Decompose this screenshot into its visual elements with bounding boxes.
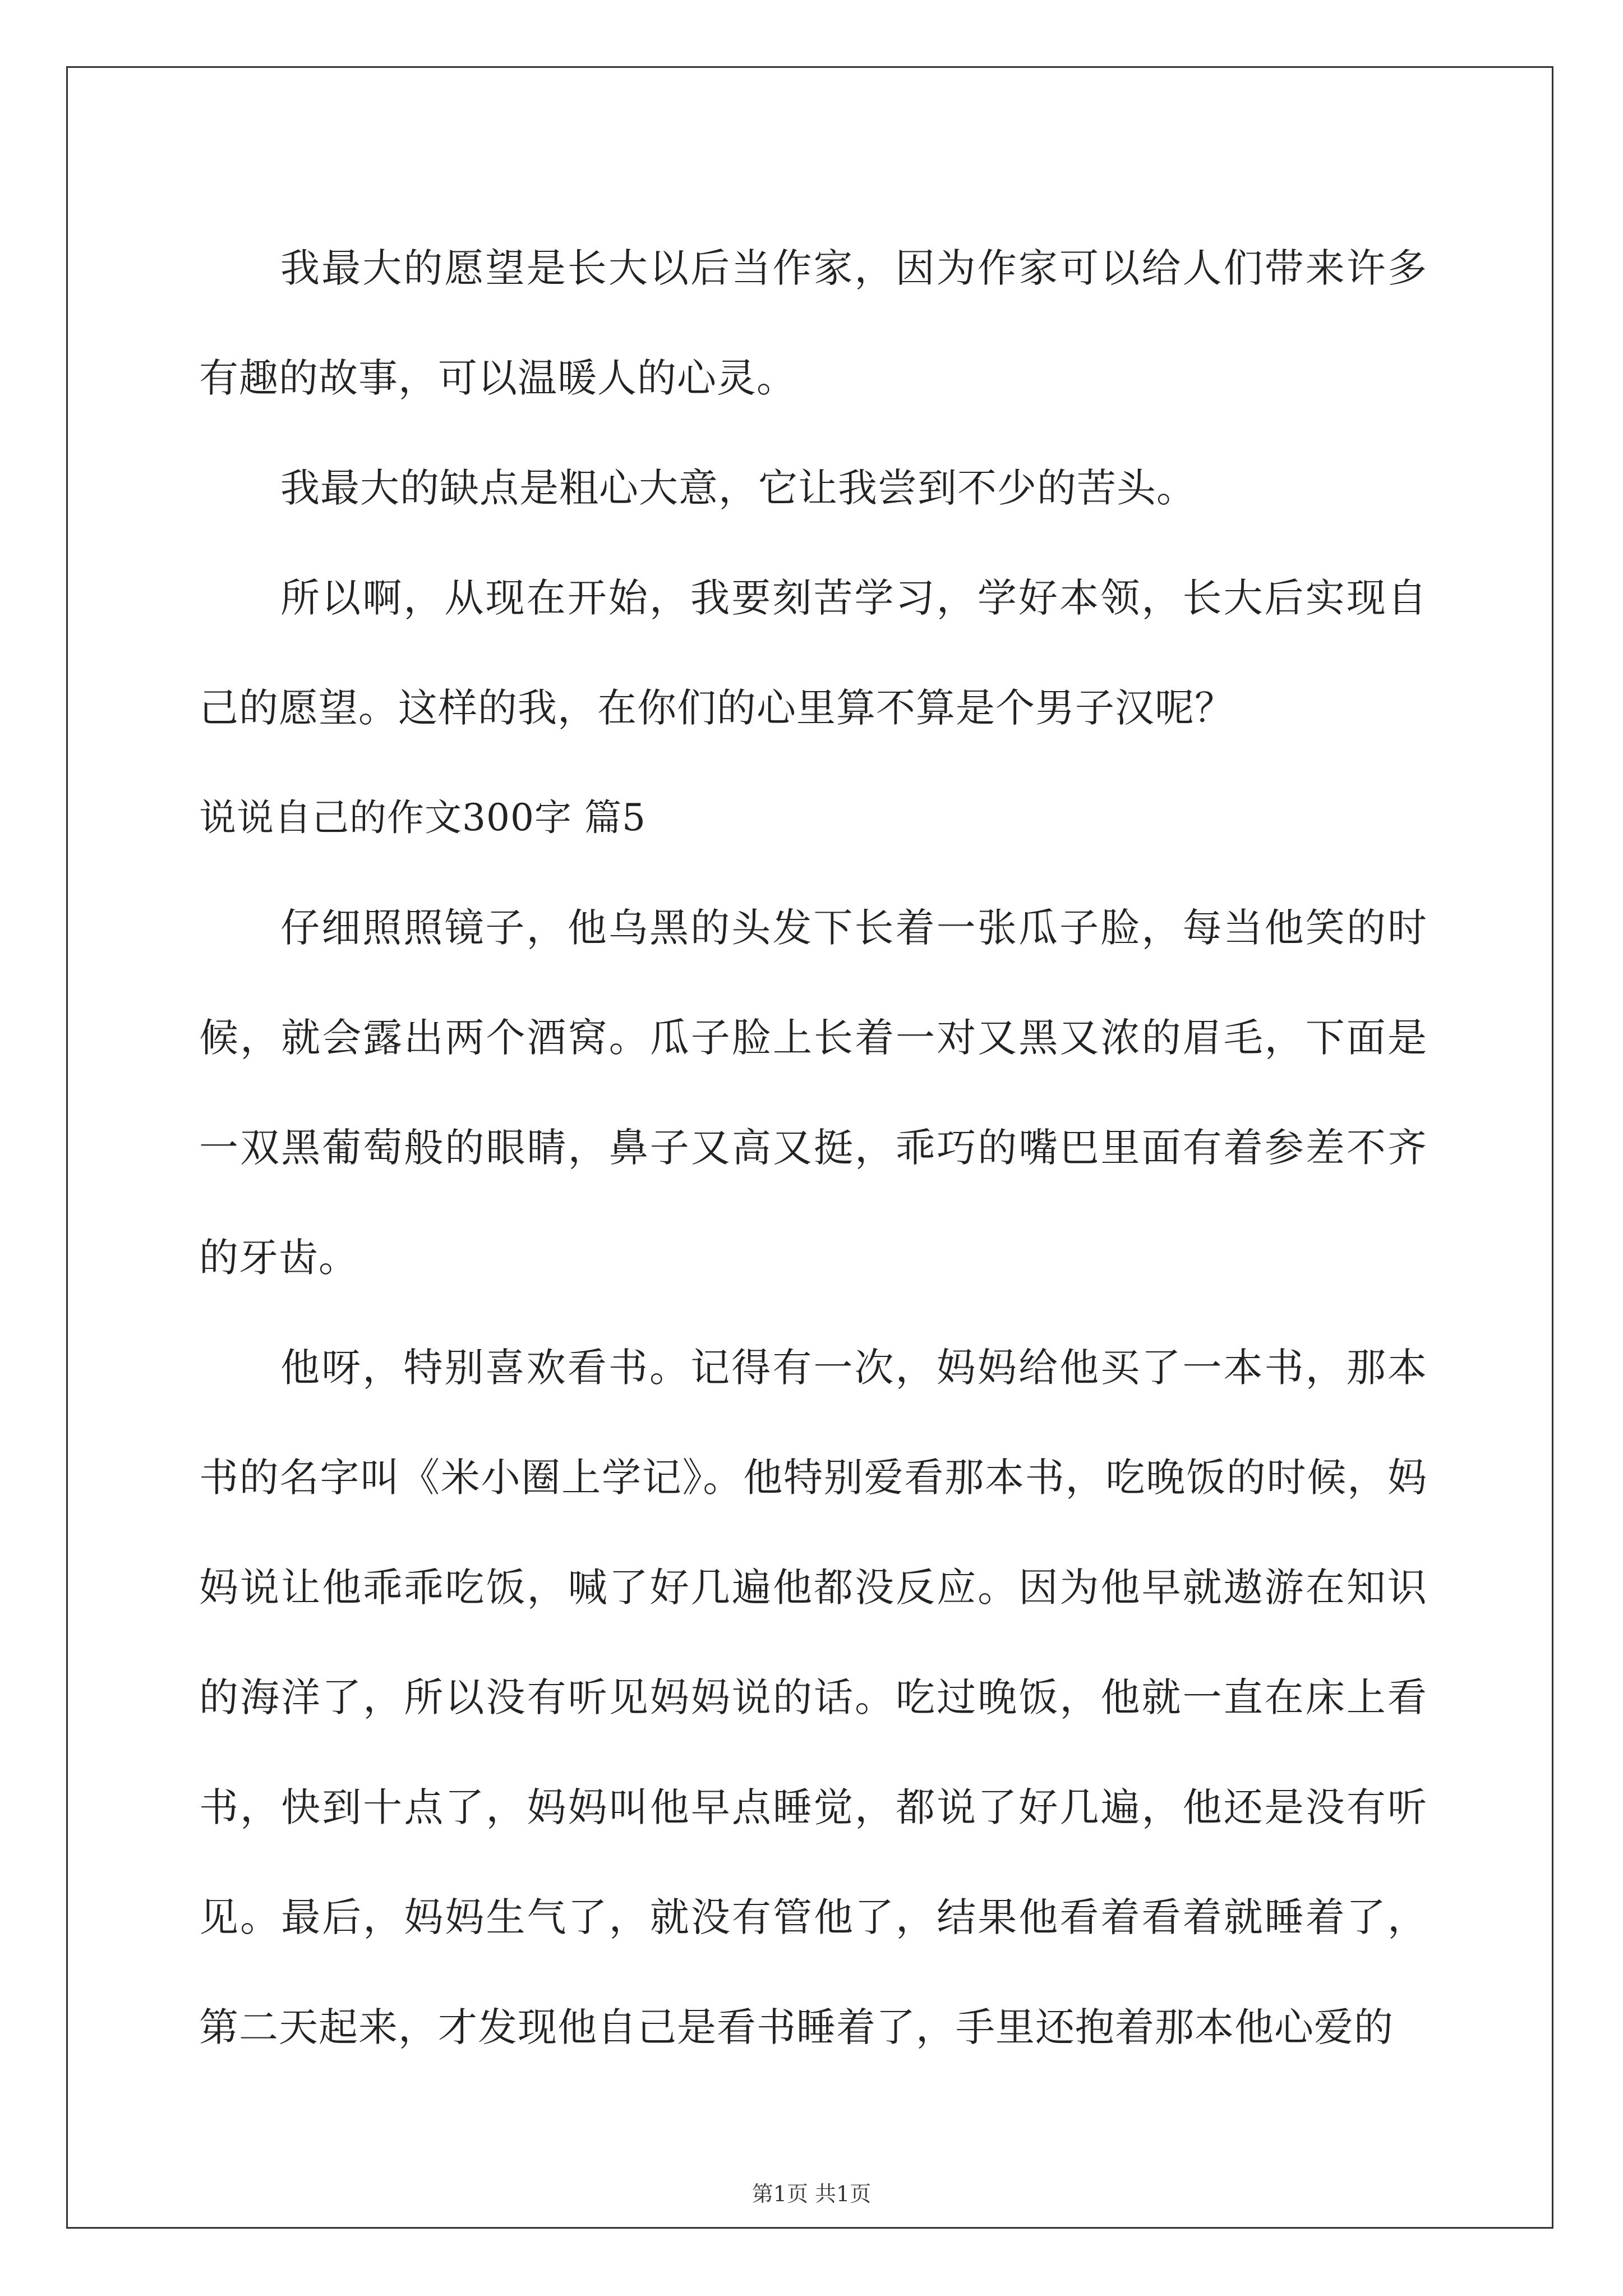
section-heading: 说说自己的作文300字 篇5 — [199, 796, 646, 839]
document-body — [199, 213, 1427, 2082]
paragraph-wish: 我最大的愿望是长大以后当作家，因为作家可以给人们带来许多有趣的故事，可以温暖人的心灵。 — [199, 245, 1427, 401]
paragraph-shortcoming: 我最大的缺点是粗心大意，它让我尝到不少的苦头。 — [280, 465, 1196, 511]
paragraph-reading: 他呀，特别喜欢看书。记得有一次，妈妈给他买了一本书，那本书的名字叫《米小圈上学记》。他特别爱看那本书，吃晚饭的时候，妈妈说让他乖乖吃饭，喊了好几遍他都没反应。因为他早就遨游在知识的海洋了，所以没有听见妈妈说的话。吃过晚饭，他就一直在床上看书，快到十点了，妈妈叫他早点睡觉，都说了好几遍，他还是没有听见。最后，妈妈生气了，就没有管他了，结果他看着看着就睡着了，第二天起来，才发现他自己是看书睡着了，手里还抱着那本他心爱的 — [199, 1345, 1427, 2050]
page-number-footer: 第1页 共1页 — [751, 2182, 872, 2206]
paragraph-resolution: 所以啊，从现在开始，我要刻苦学习，学好本领，长大后实现自己的愿望。这样的我，在你们的心里算不算是个男子汉呢？ — [199, 575, 1427, 731]
paragraph-appearance: 仔细照照镜子，他乌黑的头发下长着一张瓜子脸，每当他笑的时候，就会露出两个酒窝。瓜子脸上长着一对又黑又浓的眉毛，下面是一双黑葡萄般的眼睛，鼻子又高又挺，乖巧的嘴巴里面有着参差不齐的牙齿。 — [199, 905, 1427, 1281]
